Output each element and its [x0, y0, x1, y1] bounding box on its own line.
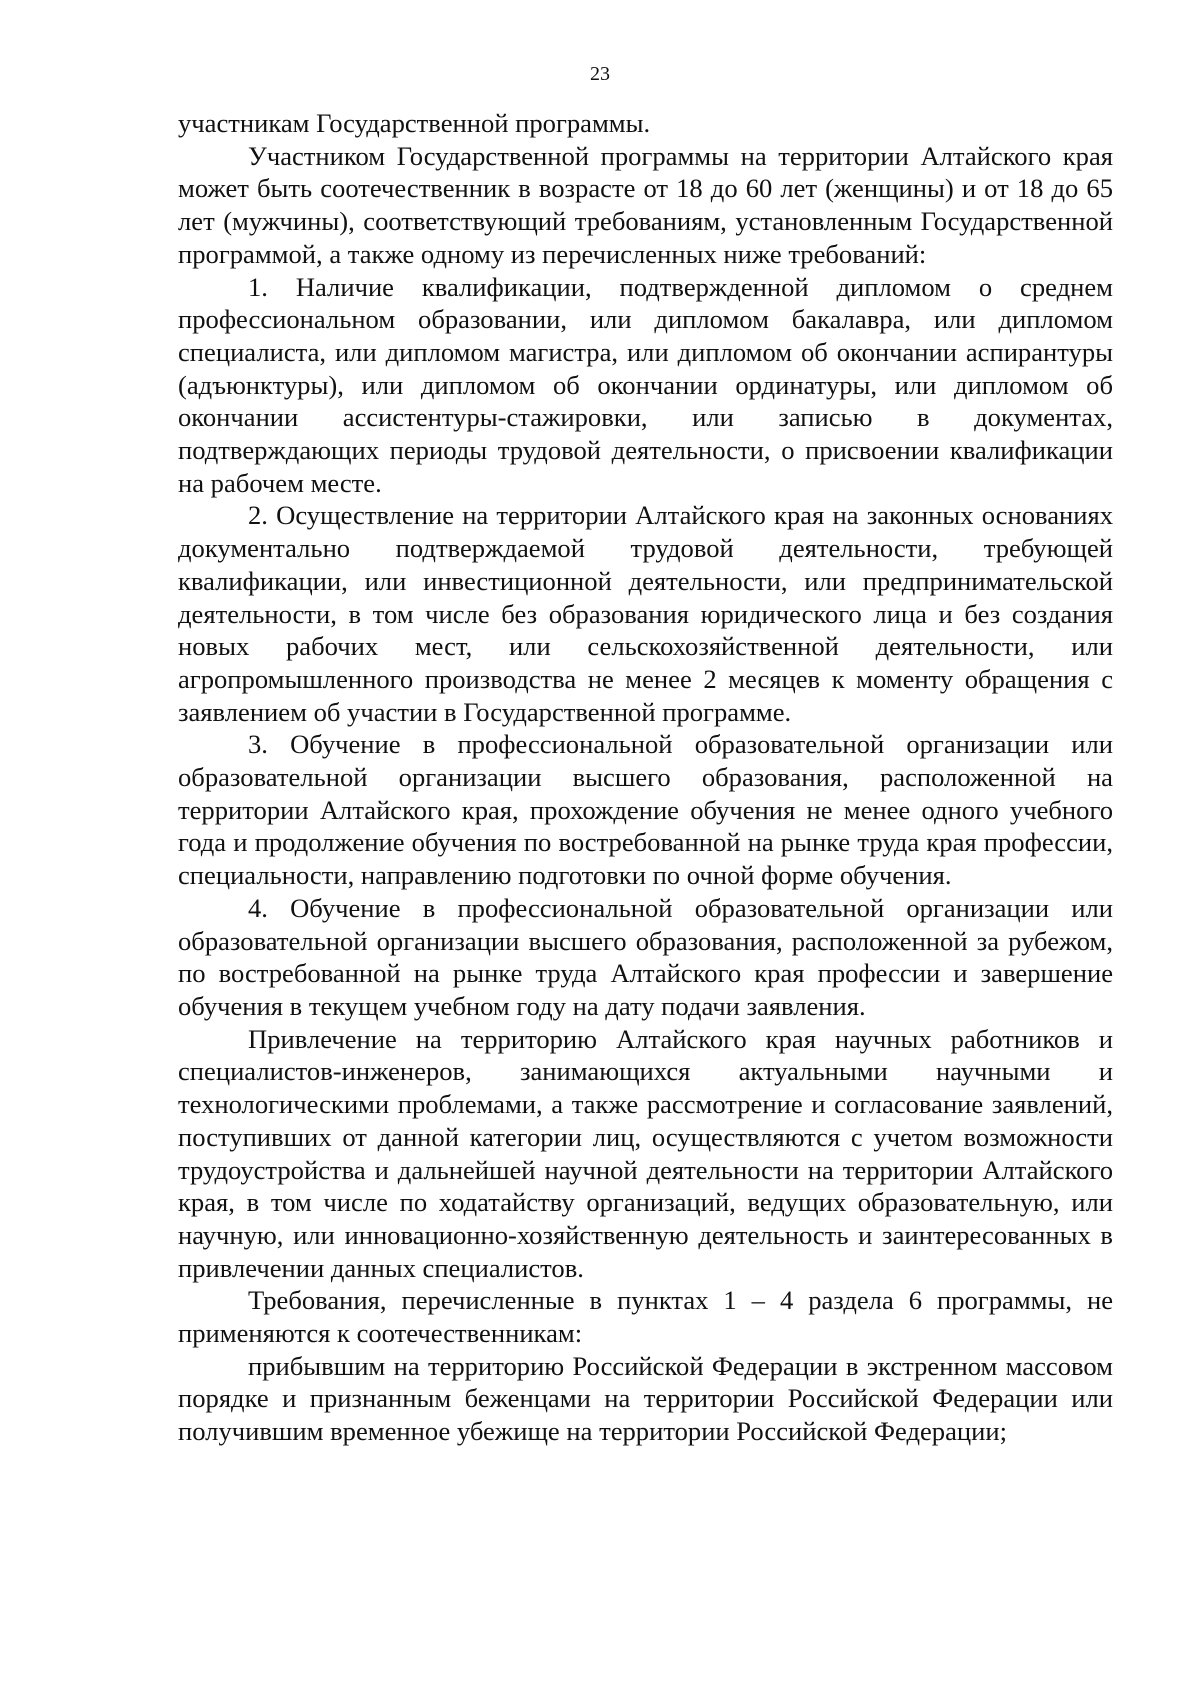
paragraph-exemptions: Требования, перечисленные в пунктах 1 – 4 раздела 6 программы, не применяются к соотечественникам:	[178, 1285, 1113, 1349]
paragraph-continuation: участникам Государственной программы.	[178, 108, 651, 138]
page-number: 23	[590, 63, 610, 85]
paragraph-participant-eligibility: Участником Государственной программы на территории Алтайского края может быть соотечественник в возрасте от 18 до 60 лет (женщины) и от 18 до 65 лет (мужчины), соответствующий требованиям, установленным Государственной программой, а также одному из перечисленных ниже требований:	[178, 140, 1113, 269]
paragraph-requirement-3: 3. Обучение в профессиональной образовательной организации или образовательной организации высшего образования, расположенной на территории Алтайского края, прохождение обучения не менее одного учебного года и продолжение обучения по востребованной на рынке труда края профессии, специальности, направлению подготовки по очной форме обучения.	[178, 729, 1113, 891]
paragraph-requirement-1: 1. Наличие квалификации, подтвержденной дипломом о среднем профессиональном образовании, или дипломом бакалавра, или дипломом специалиста, или дипломом магистра, или дипломом об окончании аспирантуры (адъюнктуры), или дипломом об окончании ординатуры, или дипломом об окончании ассистентуры-стажировки, или записью в документах, подтверждающих периоды трудовой деятельности, о присвоении квалификации на рабочем месте.	[178, 271, 1113, 498]
paragraph-requirement-2: 2. Осуществление на территории Алтайского края на законных основаниях документально подтверждаемой трудовой деятельности, требующей квалификации, или инвестиционной деятельности, или предпринимательской деятельности, в том числе без образования юридического лица и без создания новых рабочих мест, или сельскохозяйственной деятельности, или агропромышленного производства не менее 2 месяцев к моменту обращения с заявлением об участии в Государственной программе.	[178, 500, 1113, 727]
document-body	[178, 107, 1113, 1448]
paragraph-refugees: прибывшим на территорию Российской Федерации в экстренном массовом порядке и признанным беженцами на территории Российской Федерации или получившим временное убежище на территории Российской Федерации;	[178, 1350, 1113, 1447]
paragraph-requirement-4: 4. Обучение в профессиональной образовательной организации или образовательной организации высшего образования, расположенной за рубежом, по востребованной на рынке труда Алтайского края профессии и завершение обучения в текущем учебном году на дату подачи заявления.	[178, 892, 1113, 1021]
paragraph-scientists: Привлечение на территорию Алтайского края научных работников и специалистов-инженеров, занимающихся актуальными научными и технологическими проблемами, а также рассмотрение и согласование заявлений, поступивших от данной категории лиц, осуществляются с учетом возможности трудоустройства и дальнейшей научной деятельности на территории Алтайского края, в том числе по ходатайству организаций, ведущих образовательную, или научную, или инновационно-хозяйственную деятельность и заинтересованных в привлечении данных специалистов.	[178, 1023, 1113, 1283]
